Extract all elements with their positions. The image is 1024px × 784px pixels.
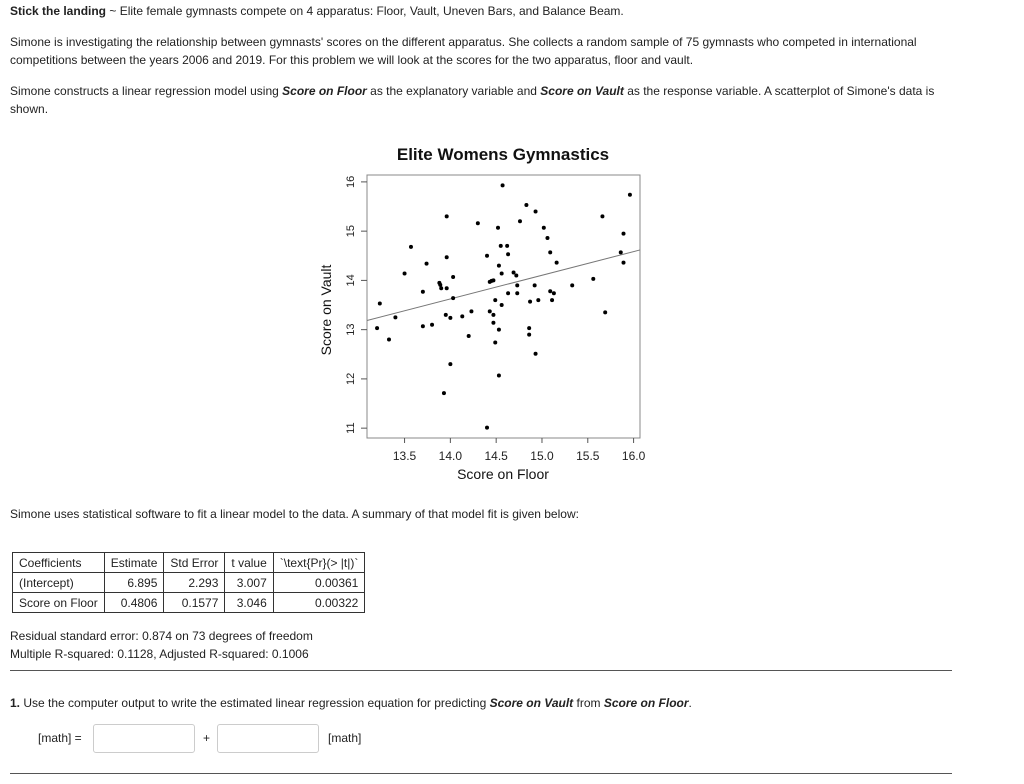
r-squared: Multiple R-squared: 0.1128, Adjusted R-squared: 0.1006 (10, 647, 309, 661)
t: Score on Floor (603, 696, 689, 710)
y-tick-label: 13 (345, 323, 357, 336)
x-tick-label: 14.0 (438, 449, 463, 463)
data-point (497, 373, 501, 377)
data-point (378, 302, 382, 306)
y-tick-label: 16 (345, 175, 357, 189)
cell: (Intercept) (13, 573, 105, 593)
cell: 0.1577 (164, 593, 225, 613)
data-point (528, 300, 532, 304)
data-point (505, 244, 509, 248)
data-point (438, 283, 442, 287)
table-row (13, 573, 365, 593)
t: Score on Vault (540, 84, 624, 98)
t: as the response variable. A scatterplot of Simone's data is shown. (10, 84, 935, 116)
data-point (485, 426, 489, 430)
x-tick-label: 15.5 (576, 449, 600, 463)
problem-title: Stick the landing (10, 4, 107, 18)
data-point (555, 261, 559, 265)
y-tick-label: 12 (345, 372, 357, 386)
data-point (421, 290, 425, 294)
data-point (403, 272, 407, 276)
header-cell: Coefficients (13, 553, 105, 573)
data-point (491, 278, 495, 282)
data-point (491, 313, 495, 317)
t: Score on Vault (489, 696, 574, 710)
data-point (485, 254, 489, 258)
data-point (469, 309, 473, 313)
data-point (515, 283, 519, 287)
data-point (393, 315, 397, 319)
data-point (409, 245, 413, 249)
cell: 6.895 (104, 573, 164, 593)
data-point (603, 310, 607, 314)
data-point (515, 291, 519, 295)
t: Score on Floor (282, 84, 367, 98)
data-point (493, 298, 497, 302)
cell: 0.00361 (273, 573, 365, 593)
plot-frame (367, 175, 640, 438)
data-point (488, 309, 492, 313)
t: Simone constructs a linear regression model using (10, 84, 283, 98)
data-point (496, 226, 500, 230)
data-point (524, 203, 528, 207)
y-axis-label: Score on Vault (318, 264, 334, 356)
data-point (527, 326, 531, 330)
x-tick-label: 14.5 (484, 449, 508, 463)
data-point (619, 250, 623, 254)
data-point (622, 232, 626, 236)
data-point (534, 209, 538, 213)
data-point (444, 313, 448, 317)
header-cell: Std Error (164, 553, 225, 573)
data-point (375, 326, 379, 330)
summary-intro: Simone uses statistical software to fit a linear model to the data. A summary of that model fit is given below: (10, 507, 579, 521)
x-tick-label: 16.0 (621, 449, 646, 463)
data-point (460, 314, 464, 318)
data-point (445, 255, 449, 259)
cell: 0.4806 (104, 593, 164, 613)
y-tick-label: 14 (345, 274, 357, 287)
data-point (451, 296, 455, 300)
intro-para2: Simone is investigating the relationship between gymnasts' scores on the different apparatus. She collects a random sample of 75 gymnasts who competed in international competitions between the years 2006 and 2019. For this problem we will look at the scores for the two apparatus, floor and vault. (10, 35, 917, 67)
data-point (501, 183, 505, 187)
data-point (448, 316, 452, 320)
t: as the explanatory variable and (366, 84, 541, 98)
equation-lhs: [math] = (38, 731, 82, 745)
data-point (497, 328, 501, 332)
data-point (439, 286, 443, 290)
data-point (512, 271, 516, 275)
data-point (506, 291, 510, 295)
t: . (688, 696, 692, 710)
data-point (527, 333, 531, 337)
data-point (550, 298, 554, 302)
slope-input[interactable] (217, 724, 319, 753)
data-point (628, 193, 632, 197)
residual-se: Residual standard error: 0.874 on 73 degrees of freedom (10, 629, 313, 643)
cell: 3.046 (225, 593, 273, 613)
intro-text: ~ Elite female gymnasts compete on 4 apparatus: Floor, Vault, Uneven Bars, and Balance Beam. (106, 4, 624, 18)
data-point (622, 261, 626, 265)
data-point (445, 286, 449, 290)
question-1 (10, 694, 950, 712)
data-point (600, 214, 604, 218)
data-point (500, 303, 504, 307)
x-axis-label: Score on Floor (457, 466, 549, 482)
t: 1. (10, 696, 21, 710)
scatterplot (300, 135, 670, 485)
cell: 3.007 (225, 573, 273, 593)
cell: 2.293 (164, 573, 225, 593)
regression-line (367, 250, 640, 321)
data-point (430, 323, 434, 327)
header-cell: `\text{Pr}(> |t|)` (273, 553, 365, 573)
chart-title: Elite Womens Gymnastics (396, 145, 610, 164)
data-point (514, 273, 518, 277)
header-cell: Estimate (104, 553, 164, 573)
data-point (506, 252, 510, 256)
intro-para3 (10, 82, 950, 118)
data-point (591, 277, 595, 281)
data-point (518, 219, 522, 223)
x-tick-label: 15.0 (530, 449, 554, 463)
cell: Score on Floor (13, 593, 105, 613)
coefficients-table (12, 552, 365, 613)
data-point (548, 289, 552, 293)
data-point (552, 291, 556, 295)
data-point (387, 337, 391, 341)
data-point (445, 214, 449, 218)
plus-sign: + (203, 731, 211, 745)
equation-rhs: [math] (328, 731, 362, 745)
data-point (570, 283, 574, 287)
data-point (493, 340, 497, 344)
intercept-input[interactable] (93, 724, 195, 753)
divider (10, 773, 952, 774)
table-row (13, 593, 365, 613)
table-header-row (13, 553, 365, 573)
data-point (548, 250, 552, 254)
y-tick-label: 15 (345, 225, 357, 238)
header-cell: t value (225, 553, 273, 573)
cell: 0.00322 (273, 593, 365, 613)
data-point (448, 362, 452, 366)
data-point (533, 283, 537, 287)
data-point (467, 334, 471, 338)
intro-line1 (10, 2, 950, 20)
data-point (442, 391, 446, 395)
x-tick-label: 13.5 (392, 449, 417, 463)
data-point (421, 324, 425, 328)
data-point (491, 321, 495, 325)
divider (10, 670, 952, 671)
t: Use the computer output to write the estimated linear regression equation for predicting (20, 696, 490, 710)
data-point (497, 264, 501, 268)
data-point (499, 244, 503, 248)
data-point (500, 272, 504, 276)
data-point (542, 226, 546, 230)
data-point (476, 221, 480, 225)
data-point (545, 236, 549, 240)
data-point (536, 298, 540, 302)
data-point (425, 262, 429, 266)
t: from (573, 696, 604, 710)
data-point (451, 275, 455, 279)
data-point (534, 352, 538, 356)
y-tick-label: 11 (345, 422, 357, 434)
